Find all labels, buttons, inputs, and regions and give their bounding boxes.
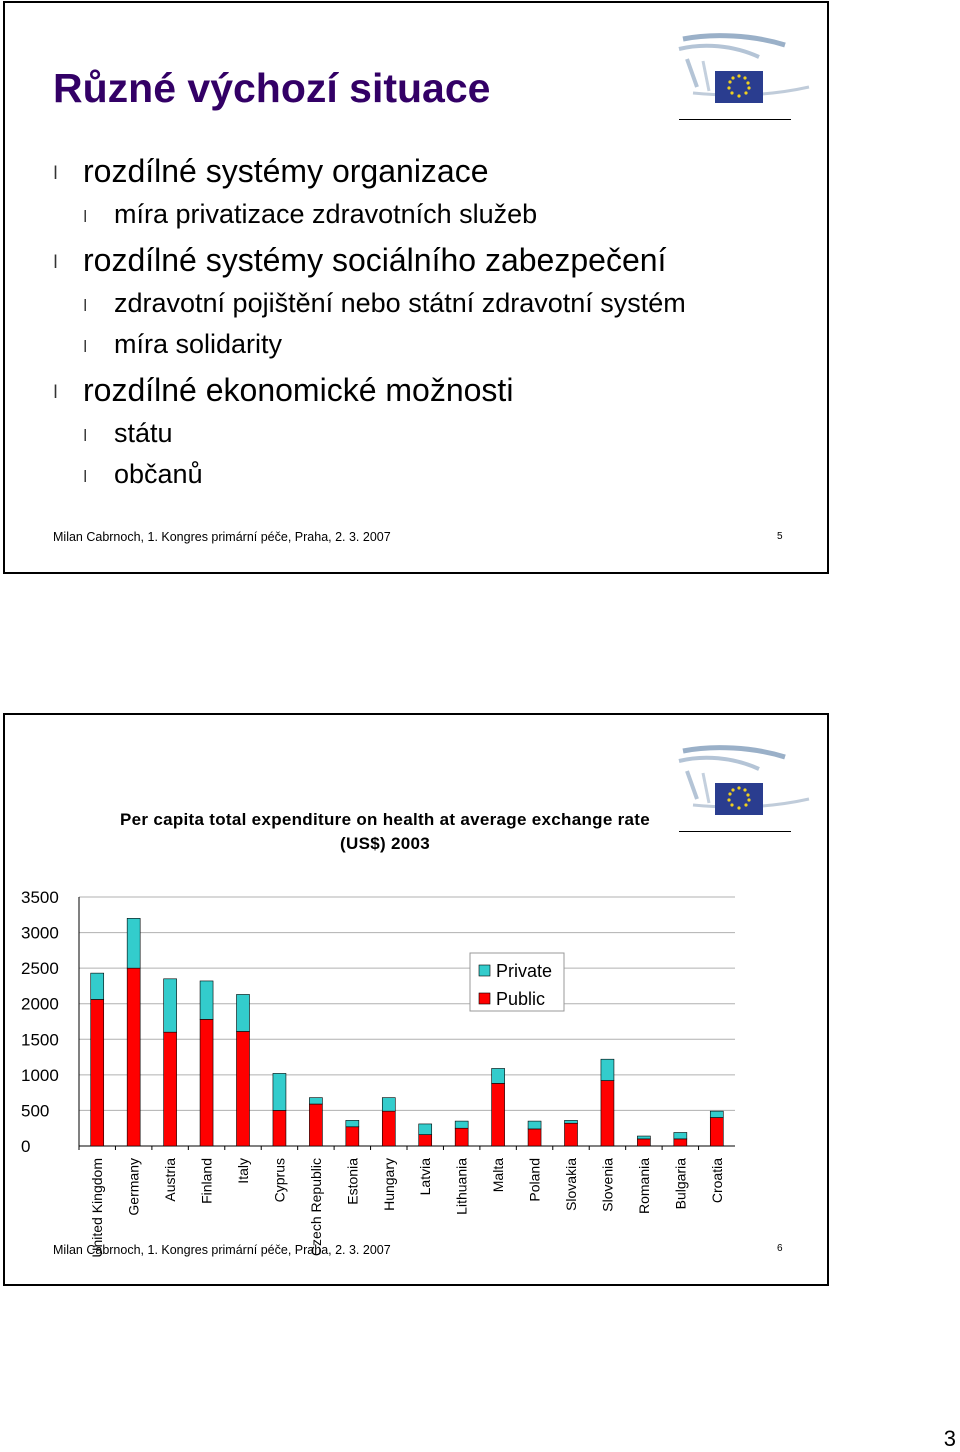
x-tick-label: Lithuania	[453, 1158, 470, 1215]
bullet-text: občanů	[114, 459, 203, 489]
x-tick-label: United Kingdom	[89, 1158, 106, 1258]
y-tick-label: 3500	[21, 888, 59, 907]
bar-public	[237, 1031, 250, 1146]
bar-public	[200, 1019, 213, 1146]
x-tick-label: Latvia	[417, 1158, 434, 1196]
european-parliament-logo-icon	[673, 31, 813, 121]
bar-private	[91, 973, 104, 999]
x-tick-label: Romania	[635, 1158, 652, 1215]
chart-title-line: (US$) 2003	[340, 834, 430, 853]
x-tick-label: Cyprus	[271, 1158, 288, 1203]
y-tick-label: 0	[21, 1137, 31, 1156]
bar-private	[492, 1068, 505, 1083]
sub-bullet-item	[83, 199, 537, 230]
bar-public	[127, 968, 140, 1146]
legend-swatch	[479, 993, 490, 1004]
x-tick-label: Finland	[198, 1158, 215, 1204]
bullet-text: rozdílné ekonomické možnosti	[83, 372, 514, 408]
x-tick-label: Hungary	[380, 1158, 397, 1211]
y-tick-label: 500	[21, 1101, 50, 1121]
sub-bullet-item	[83, 288, 686, 319]
x-tick-label: Italy	[235, 1158, 251, 1184]
bar-public	[637, 1139, 650, 1146]
bullet-text: rozdílné systémy sociálního zabezpečení	[83, 242, 667, 278]
bar-private	[309, 1098, 322, 1104]
x-tick-label: Germany	[125, 1158, 142, 1216]
slide-1	[3, 1, 829, 574]
x-tick-label: Bulgaria	[672, 1158, 689, 1210]
sheet-page-number: 3	[943, 1426, 956, 1451]
bar-public	[710, 1118, 723, 1146]
sub-bullet-item	[83, 329, 282, 360]
legend-swatch	[479, 965, 490, 976]
slide-2	[3, 713, 829, 1286]
chart-title-line: Per capita total expenditure on health at average exchange rate	[119, 810, 651, 829]
bar-public	[164, 1032, 177, 1146]
bullet-text: míra privatizace zdravotních služeb	[114, 199, 538, 229]
bullet-mark: l	[83, 426, 88, 445]
slide-title: Různé výchozí situace	[53, 65, 491, 111]
y-tick-label: 2500	[21, 959, 59, 979]
legend-label: Public	[496, 989, 546, 1009]
bullet-mark: l	[83, 467, 88, 486]
bar-private	[528, 1121, 541, 1129]
bar-public	[492, 1083, 505, 1146]
bar-private	[419, 1124, 432, 1135]
bar-private	[674, 1132, 687, 1138]
bullet-text: zdravotní pojištění nebo státní zdravotní systém	[114, 288, 686, 318]
bar-public	[382, 1111, 395, 1146]
bar-public	[309, 1104, 322, 1146]
bullet-mark: l	[53, 382, 59, 403]
y-tick-label: 1500	[21, 1030, 59, 1050]
health-expenditure-chart	[5, 715, 827, 1284]
bar-public	[674, 1139, 687, 1146]
bar-public	[528, 1129, 541, 1146]
bar-private	[455, 1121, 468, 1128]
bullet-mark: l	[83, 337, 88, 356]
bar-public	[419, 1135, 432, 1146]
bar-private	[601, 1059, 614, 1080]
y-tick-label: 3000	[21, 923, 59, 943]
bar-private	[273, 1073, 286, 1110]
x-tick-label: Austria	[162, 1158, 179, 1202]
bullet-text: státu	[114, 418, 173, 448]
x-tick-label: Slovakia	[563, 1158, 579, 1211]
bar-private	[565, 1120, 578, 1123]
x-tick-label: Slovenia	[599, 1158, 616, 1212]
bullet-item	[53, 242, 666, 279]
slide-footer: Milan Cabrnoch, 1. Kongres primární péče, Praha, 2. 3. 2007	[53, 530, 391, 544]
bullet-text: rozdílné systémy organizace	[83, 153, 489, 189]
bar-public	[601, 1081, 614, 1146]
sub-bullet-item	[83, 459, 203, 490]
bullet-mark: l	[53, 163, 59, 184]
sub-bullet-item	[83, 418, 173, 449]
header-rule	[679, 119, 791, 120]
bar-public	[273, 1110, 286, 1146]
bar-public	[565, 1123, 578, 1146]
y-tick-label: 1000	[21, 1065, 59, 1085]
x-tick-label: Estonia	[344, 1158, 361, 1205]
slide-page-number: 6	[777, 1243, 783, 1254]
bar-private	[200, 981, 213, 1019]
bar-public	[455, 1128, 468, 1146]
x-tick-label: Malta	[490, 1158, 507, 1193]
bar-public	[91, 999, 104, 1146]
bar-private	[637, 1136, 650, 1139]
bar-private	[346, 1120, 359, 1126]
bullet-text: míra solidarity	[114, 329, 283, 359]
x-tick-label: Poland	[526, 1158, 543, 1202]
x-tick-label: Croatia	[708, 1158, 725, 1204]
bullet-mark: l	[83, 207, 88, 226]
slide-footer: Milan Cabrnoch, 1. Kongres primární péče, Praha, 2. 3. 2007	[53, 1243, 391, 1257]
bar-private	[237, 994, 250, 1031]
y-tick-label: 2000	[21, 994, 59, 1014]
bullet-item	[53, 372, 513, 409]
bar-private	[164, 979, 177, 1032]
bar-private	[382, 1098, 395, 1112]
bullet-item	[53, 153, 489, 190]
bullet-mark: l	[53, 252, 59, 273]
slide-page-number: 5	[777, 531, 783, 542]
bar-private	[710, 1111, 723, 1117]
bar-public	[346, 1127, 359, 1146]
bar-private	[127, 918, 140, 968]
bullet-mark: l	[83, 296, 88, 315]
x-tick-label: Czech Republic	[307, 1158, 324, 1257]
legend-label: Private	[496, 961, 553, 981]
